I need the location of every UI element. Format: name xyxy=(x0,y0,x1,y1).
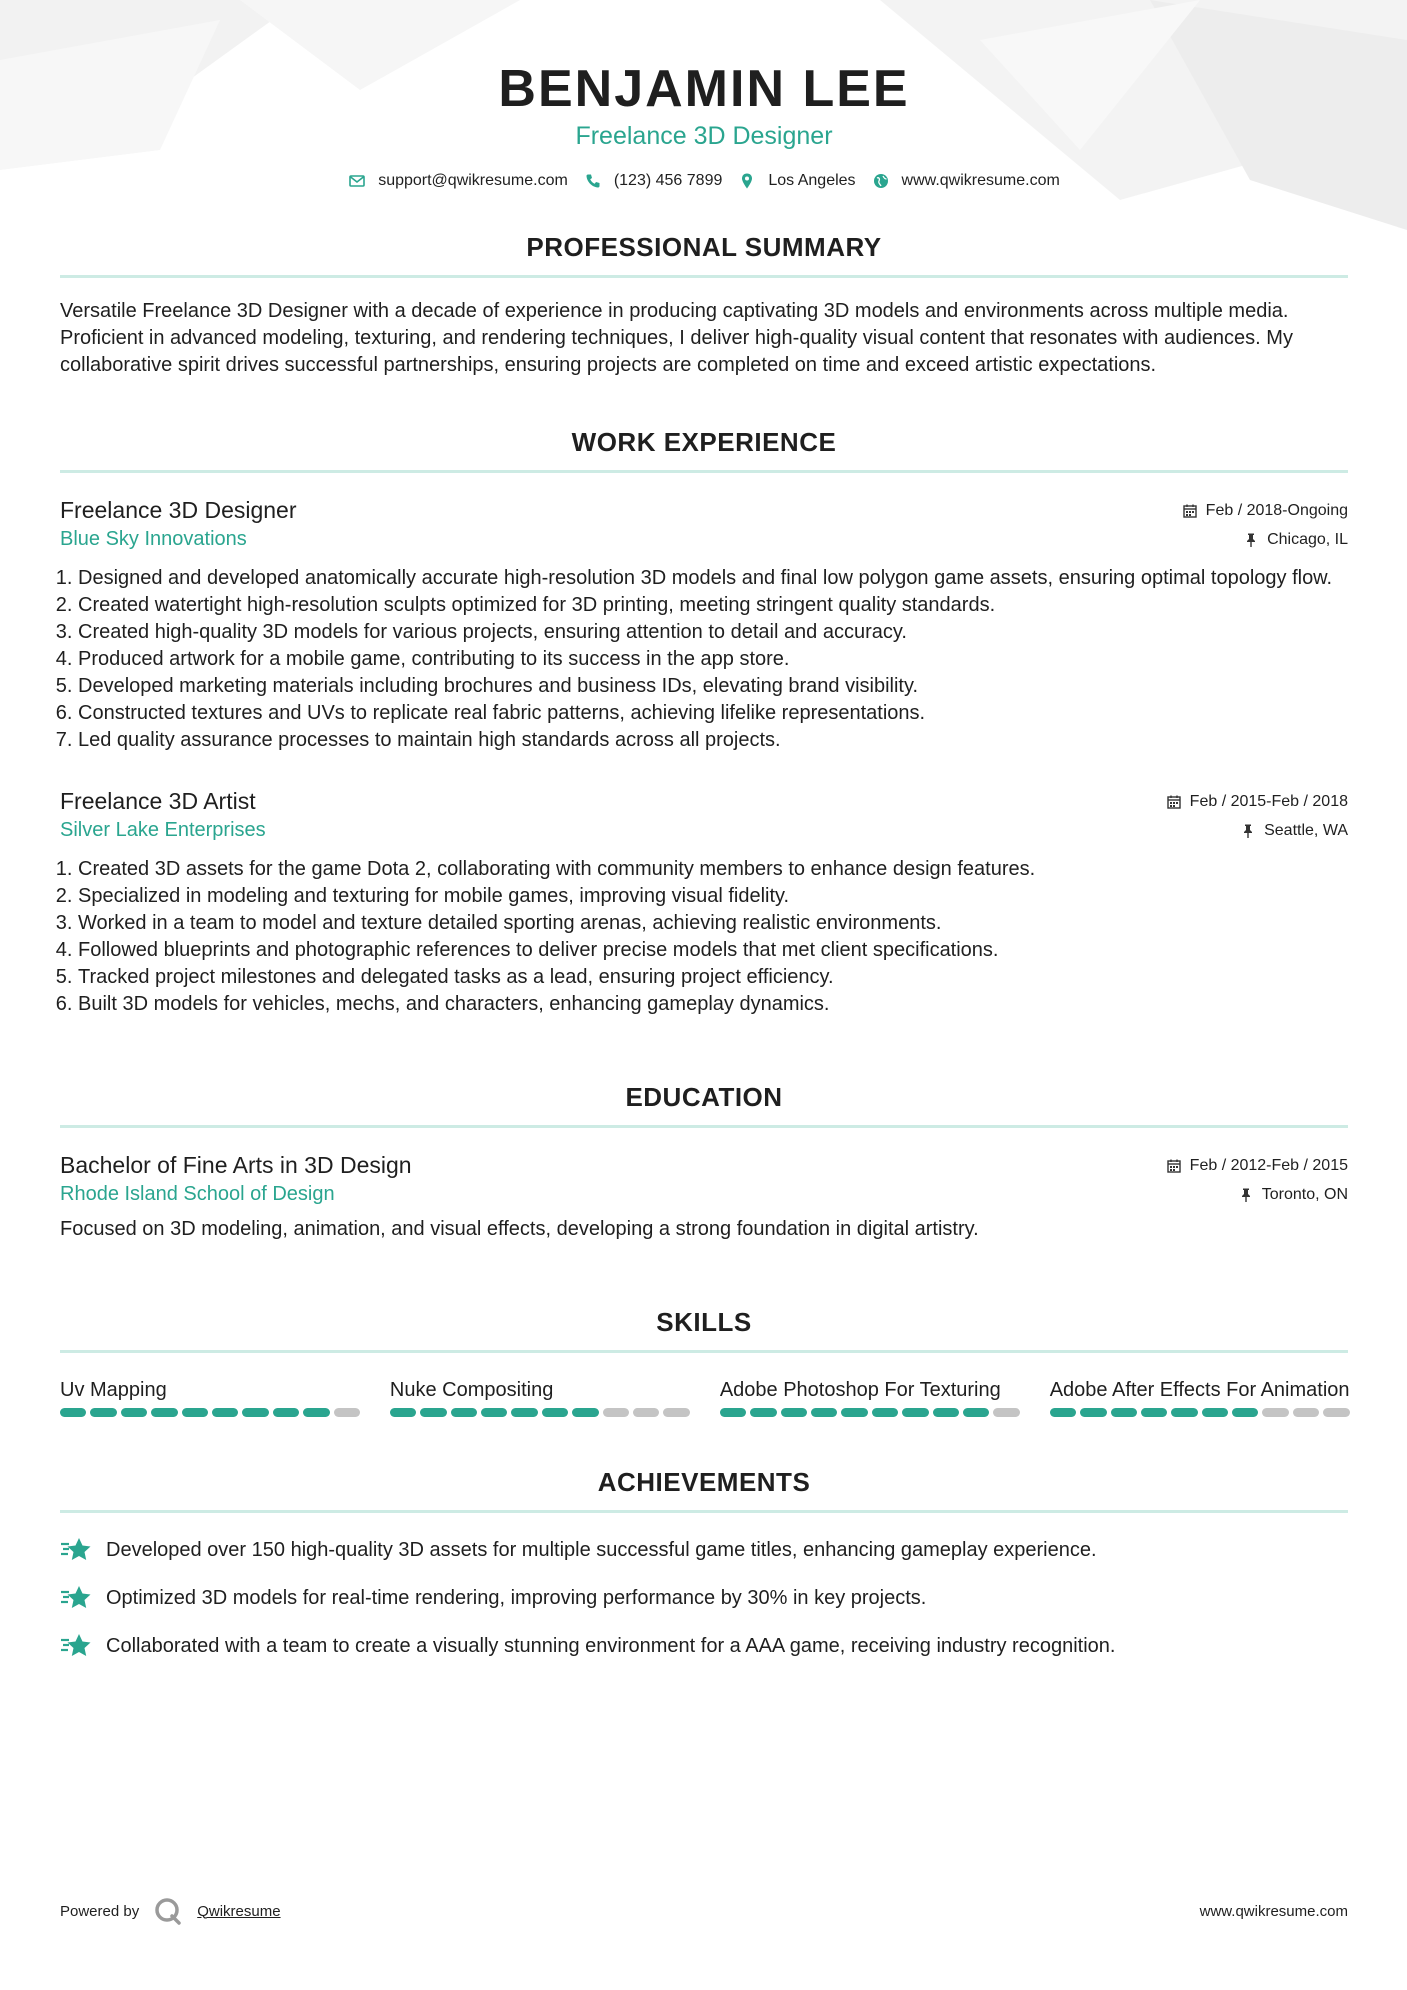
contact-email[interactable] xyxy=(348,172,568,190)
powered-by-label: Powered by xyxy=(60,1902,140,1920)
pushpin-icon xyxy=(1238,1187,1254,1203)
job-company: Silver Lake Enterprises xyxy=(60,819,266,841)
job-bullet: 4. Produced artwork for a mobile game, contributing to its success in the app store. xyxy=(78,646,1348,673)
achievements-heading: ACHIEVEMENTS xyxy=(60,1467,1348,1513)
skill-dot-filled xyxy=(1111,1408,1137,1417)
education-dates xyxy=(1166,1157,1348,1175)
skill-dot-filled xyxy=(1080,1408,1106,1417)
job-bullets xyxy=(60,856,1348,1018)
resume-page xyxy=(60,0,1348,1661)
education-location-text: Toronto, ON xyxy=(1261,1185,1348,1203)
skill-dot-filled xyxy=(872,1408,898,1417)
skill-dot-filled xyxy=(121,1408,147,1417)
contact-phone[interactable] xyxy=(584,172,723,190)
star-award-icon xyxy=(60,1583,92,1613)
achievements-list xyxy=(60,1535,1348,1661)
skill-dot-empty xyxy=(993,1408,1019,1417)
job-dates xyxy=(1166,793,1348,811)
achievement-item xyxy=(60,1535,1348,1565)
skill-dot-filled xyxy=(242,1408,268,1417)
job-bullet: 6. Built 3D models for vehicles, mechs, and characters, enhancing gameplay dynamics. xyxy=(78,991,1348,1018)
calendar-icon xyxy=(1166,794,1182,810)
education-dates-text: Feb / 2012-Feb / 2015 xyxy=(1189,1156,1348,1174)
job-location xyxy=(1243,531,1348,549)
contact-email-text: support@qwikresume.com xyxy=(378,172,568,189)
skill-dot-filled xyxy=(303,1408,329,1417)
page-footer xyxy=(60,1896,1348,1926)
job-bullet: 7. Led quality assurance processes to maintain high standards across all projects. xyxy=(78,727,1348,754)
skill-dot-filled xyxy=(1202,1408,1228,1417)
contact-location xyxy=(738,172,855,190)
skill-dot-empty xyxy=(1293,1408,1319,1417)
job-location-text: Seattle, WA xyxy=(1264,821,1348,839)
skill-dot-filled xyxy=(273,1408,299,1417)
job-location-text: Chicago, IL xyxy=(1267,530,1348,548)
qwikresume-link[interactable]: Qwikresume xyxy=(197,1902,281,1920)
powered-by xyxy=(60,1896,281,1926)
job-bullet: 2. Specialized in modeling and texturing for mobile games, improving visual fidelity. xyxy=(78,883,1348,910)
skill-item xyxy=(1050,1377,1350,1417)
achievement-item xyxy=(60,1631,1348,1661)
envelope-icon xyxy=(348,172,366,190)
phone-icon xyxy=(584,172,602,190)
contact-website[interactable] xyxy=(872,172,1060,190)
job-bullet: 1. Designed and developed anatomically accurate high-resolution 3D models and final low polygon game assets, ensuring optimal topology flow. xyxy=(78,565,1348,592)
skills-heading: SKILLS xyxy=(60,1307,1348,1353)
job-bullet: 2. Created watertight high-resolution sculpts optimized for 3D printing, meeting stringent quality standards. xyxy=(78,592,1348,619)
map-pin-icon xyxy=(738,172,756,190)
pushpin-icon xyxy=(1240,823,1256,839)
skill-name: Adobe Photoshop For Texturing xyxy=(719,1379,1001,1401)
skill-dot-empty xyxy=(1262,1408,1288,1417)
skill-dot-empty xyxy=(663,1408,689,1417)
skill-dot-filled xyxy=(811,1408,837,1417)
skill-dot-filled xyxy=(720,1408,746,1417)
job-bullet: 4. Followed blueprints and photographic references to deliver precise models that met client specifications. xyxy=(78,937,1348,964)
skill-dot-empty xyxy=(633,1408,659,1417)
contact-phone-text: (123) 456 7899 xyxy=(613,172,723,189)
job-title: Freelance 3D Designer xyxy=(60,497,297,523)
achievement-item xyxy=(60,1583,1348,1613)
skill-item xyxy=(720,1377,1020,1417)
education-entry xyxy=(60,1152,1348,1243)
education-description: Focused on 3D modeling, animation, and visual effects, developing a strong foundation in digital artistry. xyxy=(60,1218,979,1240)
candidate-title: Freelance 3D Designer xyxy=(575,122,833,150)
skill-dot-filled xyxy=(572,1408,598,1417)
experience-heading: WORK EXPERIENCE xyxy=(60,427,1348,473)
summary-text: Versatile Freelance 3D Designer with a decade of experience in producing captivating 3D models and environments across multiple media. Proficient in advanced modeling, texturing, and rendering techniques, I deliver high-quality visual content that resonates with audiences. My collaborative spirit drives successful partnerships, ensuring projects are completed on time and exceed artistic expectations. xyxy=(60,300,1293,376)
skill-dot-empty xyxy=(603,1408,629,1417)
skill-dot-filled xyxy=(60,1408,86,1417)
job-bullet: 6. Constructed textures and UVs to replicate real fabric patterns, achieving lifelike representations. xyxy=(78,700,1348,727)
pushpin-icon xyxy=(1243,532,1259,548)
job-bullet: 3. Worked in a team to model and texture detailed sporting arenas, achieving realistic environments. xyxy=(78,910,1348,937)
skill-dot-filled xyxy=(1171,1408,1197,1417)
skill-dot-filled xyxy=(750,1408,776,1417)
skill-dot-filled xyxy=(481,1408,507,1417)
job-entry xyxy=(60,497,1348,754)
skill-dot-filled xyxy=(212,1408,238,1417)
job-title: Freelance 3D Artist xyxy=(60,788,256,814)
job-bullet: 5. Developed marketing materials including brochures and business IDs, elevating brand visibility. xyxy=(78,673,1348,700)
skill-dot-filled xyxy=(841,1408,867,1417)
skill-dot-filled xyxy=(1050,1408,1076,1417)
skill-item xyxy=(390,1377,690,1417)
skill-dot-empty xyxy=(334,1408,360,1417)
job-company: Blue Sky Innovations xyxy=(60,528,247,550)
star-award-icon xyxy=(60,1631,92,1661)
star-award-icon xyxy=(60,1535,92,1565)
skill-name: Adobe After Effects For Animation xyxy=(1049,1379,1350,1401)
education-location xyxy=(1238,1186,1348,1204)
job-bullet: 5. Tracked project milestones and delegated tasks as a lead, ensuring project efficiency. xyxy=(78,964,1348,991)
skill-rating xyxy=(60,1408,360,1417)
candidate-name: BENJAMIN LEE xyxy=(498,60,910,118)
achievement-text: Collaborated with a team to create a visually stunning environment for a AAA game, receiving industry recognition. xyxy=(106,1634,1116,1657)
skill-dot-filled xyxy=(542,1408,568,1417)
skills-list xyxy=(60,1377,1348,1417)
skill-dot-filled xyxy=(1141,1408,1167,1417)
skill-dot-filled xyxy=(420,1408,446,1417)
job-location xyxy=(1240,822,1348,840)
skill-dot-filled xyxy=(90,1408,116,1417)
footer-website[interactable]: www.qwikresume.com xyxy=(1199,1902,1348,1920)
contact-bar xyxy=(60,172,1348,190)
skill-item xyxy=(60,1377,360,1417)
job-bullet: 3. Created high-quality 3D models for various projects, ensuring attention to detail and accuracy. xyxy=(78,619,1348,646)
skill-dot-empty xyxy=(1323,1408,1349,1417)
calendar-icon xyxy=(1182,503,1198,519)
summary-heading: PROFESSIONAL SUMMARY xyxy=(60,232,1348,278)
skill-dot-filled xyxy=(933,1408,959,1417)
education-heading: EDUCATION xyxy=(60,1082,1348,1128)
skill-dot-filled xyxy=(781,1408,807,1417)
skill-dot-filled xyxy=(151,1408,177,1417)
skill-dot-filled xyxy=(390,1408,416,1417)
globe-icon xyxy=(872,172,890,190)
job-dates-text: Feb / 2015-Feb / 2018 xyxy=(1189,792,1348,810)
job-dates xyxy=(1182,502,1348,520)
skill-dot-filled xyxy=(511,1408,537,1417)
skill-name: Nuke Compositing xyxy=(389,1379,554,1401)
achievement-text: Developed over 150 high-quality 3D assets for multiple successful game titles, enhancing gameplay experience. xyxy=(106,1538,1097,1561)
qwikresume-logo-icon xyxy=(153,1896,183,1926)
calendar-icon xyxy=(1166,1158,1182,1174)
skill-dot-filled xyxy=(1232,1408,1258,1417)
skill-dot-filled xyxy=(963,1408,989,1417)
skill-rating xyxy=(1050,1408,1350,1417)
degree-title: Bachelor of Fine Arts in 3D Design xyxy=(60,1152,412,1178)
school-name: Rhode Island School of Design xyxy=(60,1183,335,1205)
skill-rating xyxy=(390,1408,690,1417)
achievement-text: Optimized 3D models for real-time rendering, improving performance by 30% in key projects. xyxy=(106,1586,927,1609)
job-entry xyxy=(60,788,1348,1018)
contact-website-text: www.qwikresume.com xyxy=(901,172,1060,189)
skill-dot-filled xyxy=(902,1408,928,1417)
skill-dot-filled xyxy=(182,1408,208,1417)
skill-name: Uv Mapping xyxy=(60,1379,167,1401)
job-bullets xyxy=(60,565,1348,754)
job-dates-text: Feb / 2018-Ongoing xyxy=(1205,501,1348,519)
job-bullet: 1. Created 3D assets for the game Dota 2, collaborating with community members to enhance design features. xyxy=(78,856,1348,883)
skill-dot-filled xyxy=(451,1408,477,1417)
skill-rating xyxy=(720,1408,1020,1417)
contact-location-text: Los Angeles xyxy=(768,172,856,189)
